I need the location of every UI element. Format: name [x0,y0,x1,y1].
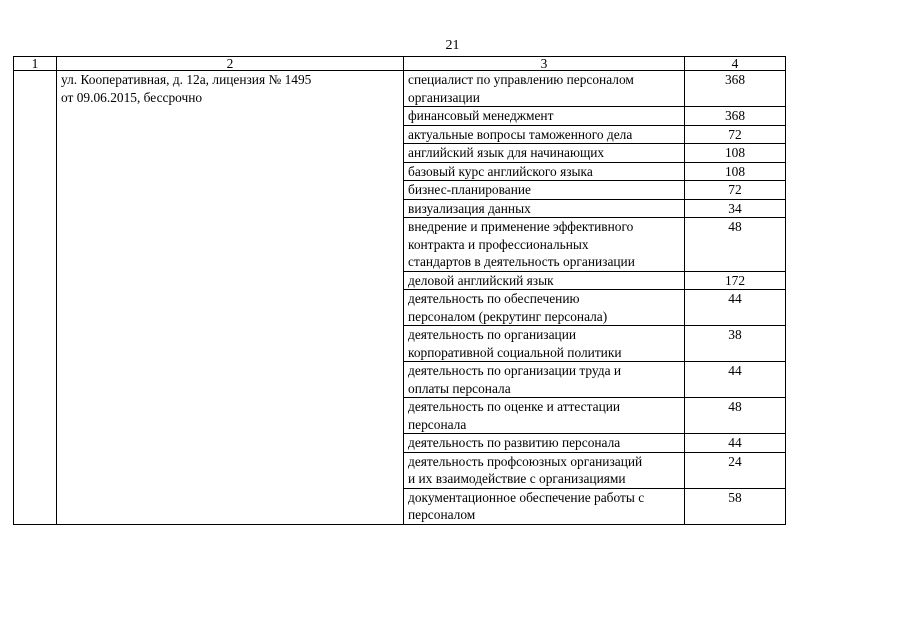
table-row [14,71,786,107]
course-name-line: корпоративной социальной политики [408,344,622,360]
course-name-line: документационное обеспечение работы с [408,489,645,505]
course-name-cell [404,271,685,290]
hours-cell: 48 [685,218,786,272]
hours-cell: 58 [685,488,786,524]
course-name-line: визуализация данных [408,200,531,216]
course-name-line: финансовый менеджмент [408,108,554,123]
course-name-line: деятельность по организации [408,327,577,342]
hours-cell: 368 [685,71,786,107]
course-name-cell [404,434,685,453]
course-name-line: деловой английский язык [408,272,554,288]
course-name-line: деятельность по развитию персонала [408,435,621,450]
column-header-2: 2 [57,57,404,71]
hours-cell: 172 [685,271,786,290]
course-name-line: контракта и профессиональных [408,236,589,252]
course-name-cell [404,218,685,272]
column-header-3: 3 [404,57,685,71]
header-row [14,57,786,71]
address-line: от 09.06.2015, бессрочно [61,89,203,105]
course-name-line: персоналом [408,507,476,522]
page-number: 21 [445,38,460,53]
course-name-line: оплаты персонала [408,380,511,396]
hours-cell: 72 [685,125,786,144]
course-name-cell [404,290,685,326]
address-line: ул. Кооперативная, д. 12а, лицензия № 1495 [61,72,312,87]
course-name-line: персоналом (рекрутинг персонала) [408,308,608,324]
column-header-1: 1 [14,57,57,71]
course-name-line: стандартов в деятельность организации [408,254,635,269]
course-name-line: специалист по управлению персоналом [408,72,634,87]
course-name-line: организации [408,89,480,105]
course-name-cell [404,199,685,218]
course-name-line: деятельность по организации труда и [408,363,622,378]
course-name-line: и их взаимодействие с организациями [408,471,626,486]
hours-cell: 368 [685,107,786,126]
course-name-line: бизнес-планирование [408,182,531,197]
hours-cell: 108 [685,144,786,163]
course-name-line: деятельность по обеспечению [408,291,580,306]
course-name-cell [404,107,685,126]
column-header-4: 4 [685,57,786,71]
course-name-cell [404,326,685,362]
hours-cell: 108 [685,162,786,181]
course-name-line: персонала [408,416,467,432]
hours-cell: 72 [685,181,786,200]
hours-cell: 44 [685,362,786,398]
hours-cell: 48 [685,398,786,434]
course-name-line: актуальные вопросы таможенного дела [408,126,633,142]
course-name-cell [404,398,685,434]
course-name-line: деятельность по оценке и аттестации [408,399,621,414]
hours-cell: 38 [685,326,786,362]
row-number-cell [14,71,57,525]
hours-cell: 24 [685,452,786,488]
course-name-cell [404,181,685,200]
course-name-line: деятельность профсоюзных организаций [408,453,643,469]
course-name-cell [404,125,685,144]
course-name-cell [404,362,685,398]
address-license-cell [57,71,404,525]
course-name-line: внедрение и применение эффективного [408,219,634,234]
license-table [13,56,786,525]
hours-cell: 44 [685,434,786,453]
course-name-cell [404,488,685,524]
course-name-cell [404,71,685,107]
course-name-cell [404,162,685,181]
course-name-line: английский язык для начинающих [408,145,605,160]
hours-cell: 44 [685,290,786,326]
hours-cell: 34 [685,199,786,218]
course-name-cell [404,452,685,488]
course-name-line: базовый курс английского языка [408,163,593,179]
course-name-cell [404,144,685,163]
